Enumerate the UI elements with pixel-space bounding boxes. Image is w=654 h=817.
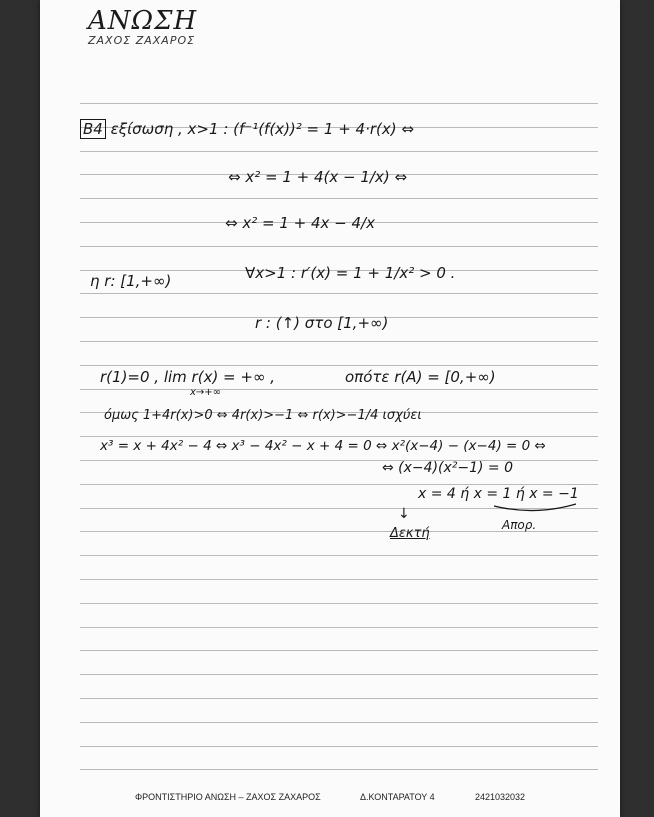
rule-line <box>80 293 598 294</box>
rejected-brace <box>490 500 580 518</box>
rule-line <box>80 603 598 604</box>
note-line-6a: r(1)=0 , lim r(x) = +∞ , <box>100 368 275 386</box>
rule-line <box>80 365 598 366</box>
rule-line <box>80 769 598 770</box>
note-line-3: ⇔ x² = 1 + 4x − 4/x <box>225 214 375 232</box>
note-line-6b: οπότε r(A) = [0,+∞) <box>345 368 496 386</box>
footer-school: ΦΡΟΝΤΙΣΤΗΡΙΟ ΑΝΩΣΗ – ΖΑΧΟΣ ΖΑΧΑΡΟΣ <box>135 792 321 802</box>
rule-line <box>80 198 598 199</box>
rule-line <box>80 460 598 461</box>
note-line-9: ⇔ (x−4)(x²−1) = 0 <box>382 460 514 476</box>
rule-line <box>80 698 598 699</box>
problem-label: Β4 <box>80 119 106 139</box>
note-line-4b: ∀x>1 : r′(x) = 1 + 1/x² > 0 . <box>245 264 456 282</box>
rule-line <box>80 579 598 580</box>
rule-line <box>80 389 598 390</box>
rule-line <box>80 722 598 723</box>
logo-title: ΑΝΩΣΗ <box>88 6 198 36</box>
rule-line <box>80 650 598 651</box>
note-line-1 <box>80 120 414 138</box>
rule-line <box>80 484 598 485</box>
limit-subscript: x→+∞ <box>190 387 222 398</box>
rule-line <box>80 246 598 247</box>
rule-line <box>80 674 598 675</box>
rule-line <box>80 555 598 556</box>
rule-line <box>80 151 598 152</box>
note-line-2: ⇔ x² = 1 + 4(x − 1/x) ⇔ <box>228 168 408 186</box>
footer-address: Δ.ΚΟΝΤΑΡΑΤΟΥ 4 <box>360 792 435 802</box>
rule-line <box>80 103 598 104</box>
note-line-10: x = 4 ή x = 1 ή x = −1 <box>418 486 579 502</box>
rule-line <box>80 436 598 437</box>
note-line-8: x³ = x + 4x² − 4 ⇔ x³ − 4x² − x + 4 = 0 ⇔ x²(x−4) − (x−4) = 0 ⇔ <box>100 438 546 454</box>
note-line-4a: η r: [1,+∞) <box>90 272 172 290</box>
note-line-1-text: εξίσωση , x>1 : (f⁻¹(f(x))² = 1 + 4·r(x) ⇔ <box>110 120 414 138</box>
rule-line <box>80 746 598 747</box>
rejected-label: Απορ. <box>502 518 537 532</box>
note-line-5: r : (↑) στο [1,+∞) <box>255 314 389 332</box>
accepted-label: Δεκτή <box>390 526 430 541</box>
notebook-page <box>40 0 620 817</box>
footer-phone: 2421032032 <box>475 792 526 802</box>
down-arrow: ↓ <box>398 506 410 522</box>
note-line-7: όμως 1+4r(x)>0 ⇔ 4r(x)>−1 ⇔ r(x)>−1/4 ισχύει <box>104 408 422 423</box>
rule-line <box>80 341 598 342</box>
brand-logo <box>88 6 197 47</box>
rule-line <box>80 627 598 628</box>
logo-subtitle: ΖΑΧΟΣ ΖΑΧΑΡΟΣ <box>88 34 196 47</box>
